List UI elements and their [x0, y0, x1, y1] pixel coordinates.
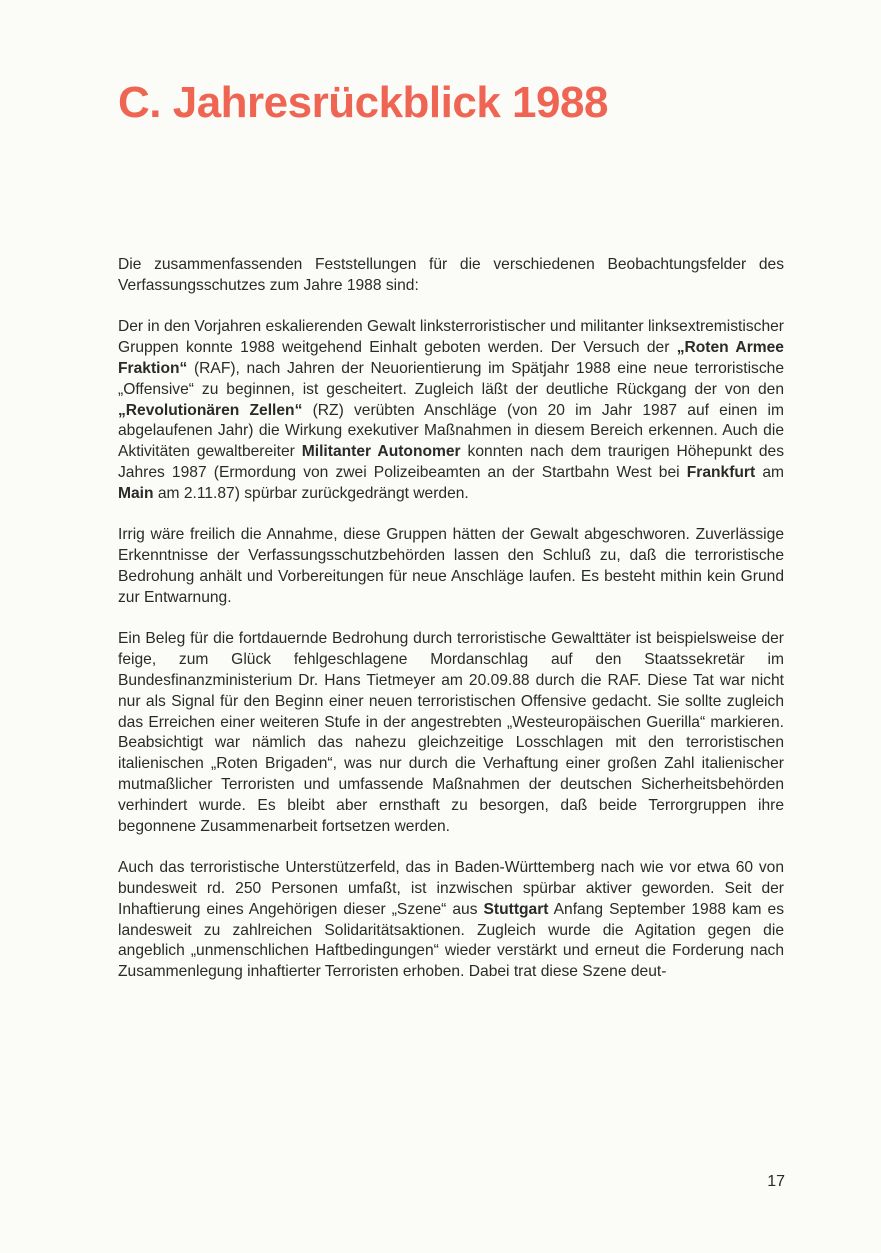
text-run: Die zusammenfassenden Feststellungen für die verschiedenen Beobachtungsfelder des Verfassungsschutzes zum Jahre 1988 sind:	[118, 256, 784, 294]
text-run: Der in den Vorjahren eskalierenden Gewalt linksterroristischer und militanter linksextremistischer Gruppen konnte 1988 weitgehend Einhalt geboten werden. Der Versuch der	[118, 318, 784, 357]
text-run: Ein Beleg für die fortdauernde Bedrohung durch terroristische Gewalttäter ist beispielsweise der feige, zum Glück fehlgeschlagene Mordanschlag auf den Staatssekretär im Bundesfinanzministerium Dr. Hans Tietmeyer am 20.09.88 durch die RAF. Diese Tat war nicht nur als Signal für den Beginn einer neuen terroristischen Offensive gedacht. Sie sollte zugleich das Erreichen einer weiteren Stufe in der angestrebten „Westeuropäischen Guerilla“ markieren. Beabsichtigt war nämlich das nahezu gleichzeitige Losschlagen mit den terroristischen italienischen „Roten Brigaden“, was nur durch die Verhaftung einer großen Zahl italienischer mutmaßlicher Terroristen und umfassende Maßnahmen der deutschen Sicherheitsbehörden verhindert wurde. Es bleibt aber ernsthaft zu besorgen, daß beide Terrorgruppen ihre begonnene Zusammenarbeit fortsetzen werden.	[118, 630, 784, 835]
page-number: 17	[767, 1173, 785, 1190]
bold-term: Stuttgart	[483, 900, 549, 918]
bold-term: „Roten Armee Fraktion“	[118, 339, 784, 377]
bold-term: Militanter Autonomer	[301, 443, 461, 461]
paragraph	[118, 317, 784, 504]
text-run: (RZ) verübten Anschläge (von 20 im Jahr 1987 auf einen im abgelaufenen Jahr) die Wirkung exekutiver Maßnahmen in diesem Bereich erkennen. Auch die Aktivitäten gewaltbereiter	[118, 401, 784, 461]
paragraph	[118, 525, 784, 608]
text-run: (RAF), nach Jahren der Neuorientierung im Spätjahr 1988 eine neue terroristische „Offensive“ zu beginnen, ist gescheitert. Zugleich läßt der deutliche Rückgang der von den	[118, 359, 784, 398]
text-run: Irrig wäre freilich die Annahme, diese Gruppen hätten der Gewalt abgeschworen. Zuverlässige Erkenntnisse der Verfassungsschutzbehörden lassen den Schluß zu, daß die terroristische Bedrohung anhält und Vorbereitungen für neue Anschläge laufen. Es besteht mithin kein Grund zur Entwarnung.	[118, 526, 784, 606]
text-run: am 2.11.87) spürbar zurückgedrängt werden.	[153, 484, 469, 502]
paragraph	[118, 858, 784, 983]
text-run: Auch das terroristische Unterstützerfeld, das in Baden-Württemberg nach wie vor etwa 60 von bundesweit rd. 250 Personen umfaßt, ist inzwischen spürbar aktiver geworden. Seit der Inhaftierung eines Angehörigen dieser „Szene“ aus	[118, 859, 784, 918]
body-text	[118, 255, 784, 1004]
text-run: am	[755, 463, 784, 481]
bold-term: Frankfurt	[686, 463, 756, 481]
bold-term: Main	[118, 484, 154, 502]
bold-term: „Revolutionären Zellen“	[118, 401, 303, 419]
text-run: Anfang September 1988 kam es landesweit zu zahlreichen Solidaritätsaktionen. Zugleich wurde die Agitation gegen die angeblich „unmenschlichen Haftbedingungen“ wieder verstärkt und erneut die Forderung nach Zusammenlegung inhaftierter Terroristen erhoben. Dabei trat diese Szene deut-	[118, 900, 785, 981]
text-run: konnten nach dem traurigen Höhepunkt des Jahres 1987 (Ermordung von zwei Polizeibeamten an der Startbahn West bei	[118, 443, 784, 481]
page-title: C. Jahresrückblick 1988	[118, 78, 608, 127]
paragraph	[118, 255, 784, 297]
paragraph	[118, 629, 784, 837]
